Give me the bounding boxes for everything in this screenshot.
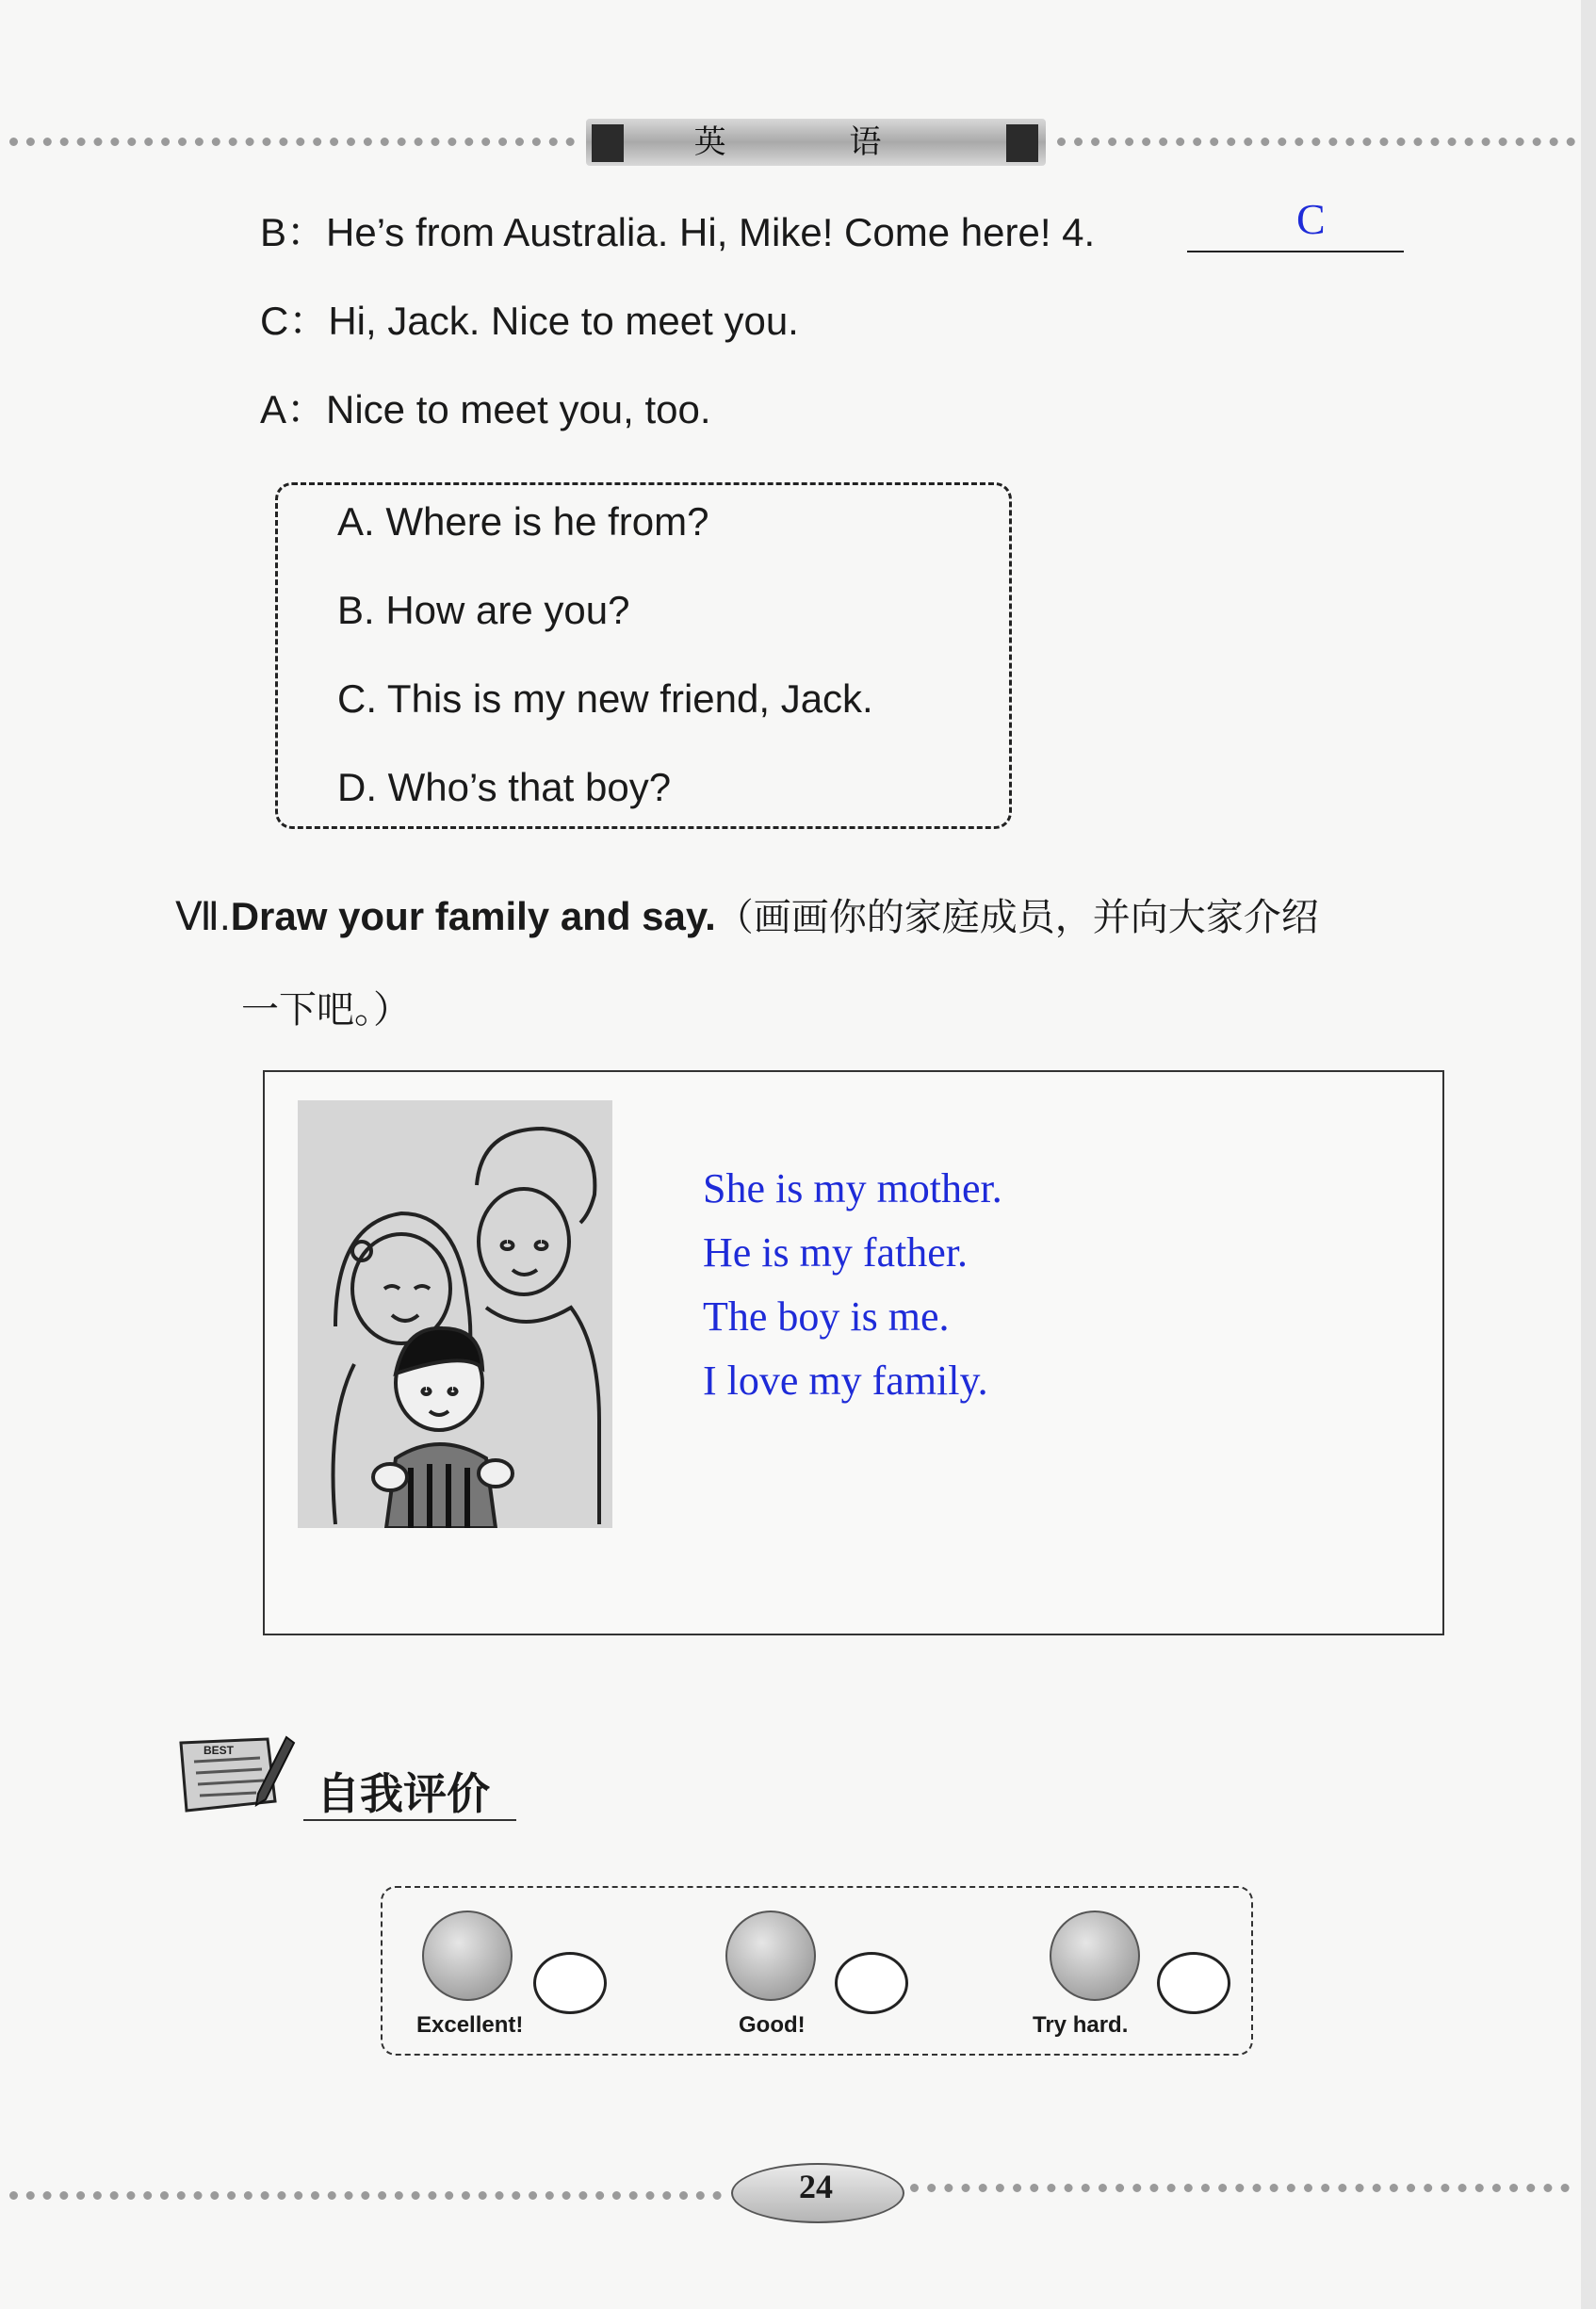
footer-dots-right xyxy=(910,2184,1570,2192)
header-dots-left xyxy=(9,138,575,146)
footer-dots-left xyxy=(9,2191,722,2200)
excellent-circle[interactable] xyxy=(533,1952,607,2014)
section-cn-instruction-cont: 一下吧。） xyxy=(241,988,411,1032)
page-number: 24 xyxy=(799,2168,833,2205)
option-a: A. Where is he from? xyxy=(337,499,709,544)
good-circle[interactable] xyxy=(835,1952,908,2014)
good-face-icon xyxy=(725,1911,816,2001)
section-number: Ⅶ. xyxy=(175,894,231,938)
try-hard-label: Try hard. xyxy=(1033,2012,1129,2038)
section-7-heading xyxy=(175,887,1319,941)
try-hard-face-icon xyxy=(1050,1911,1140,2001)
dialogue-line: B：He’s from Australia. Hi, Mike! Come here! 4. xyxy=(260,210,1096,254)
page-edge xyxy=(1581,0,1596,2309)
option-c: C. This is my new friend, Jack. xyxy=(337,676,873,721)
excellent-label: Excellent! xyxy=(416,2012,524,2038)
option-b: B. How are you? xyxy=(337,588,630,632)
family-sentence: The boy is me. xyxy=(703,1293,950,1340)
try-hard-circle[interactable] xyxy=(1157,1952,1230,2014)
family-sentence: She is my mother. xyxy=(703,1165,1002,1211)
answer-blank[interactable] xyxy=(1187,251,1404,252)
family-sentence: He is my father. xyxy=(703,1229,969,1276)
section-cn-instruction: （画画你的家庭成员，并向大家介绍 xyxy=(715,896,1319,939)
header-subject: 英 语 xyxy=(693,123,938,161)
excellent-face-icon xyxy=(422,1911,513,2001)
good-label: Good! xyxy=(739,2012,806,2038)
self-eval-underline xyxy=(303,1819,516,1821)
answer-4: C xyxy=(1296,195,1326,243)
section-title: Draw your family and say. xyxy=(230,894,716,938)
option-d: D. Who’s that boy? xyxy=(337,765,672,809)
notebook-label: BEST xyxy=(204,1744,235,1757)
dialogue-line: C：Hi, Jack. Nice to meet you. xyxy=(260,299,799,343)
notebook-icon xyxy=(175,1733,298,1816)
family-drawing xyxy=(298,1100,612,1528)
header-dots-right xyxy=(1057,138,1575,146)
dialogue-line: A：Nice to meet you, too. xyxy=(260,387,711,431)
family-sentence: I love my family. xyxy=(703,1358,988,1404)
self-eval-title: 自我评价 xyxy=(317,1768,490,1819)
